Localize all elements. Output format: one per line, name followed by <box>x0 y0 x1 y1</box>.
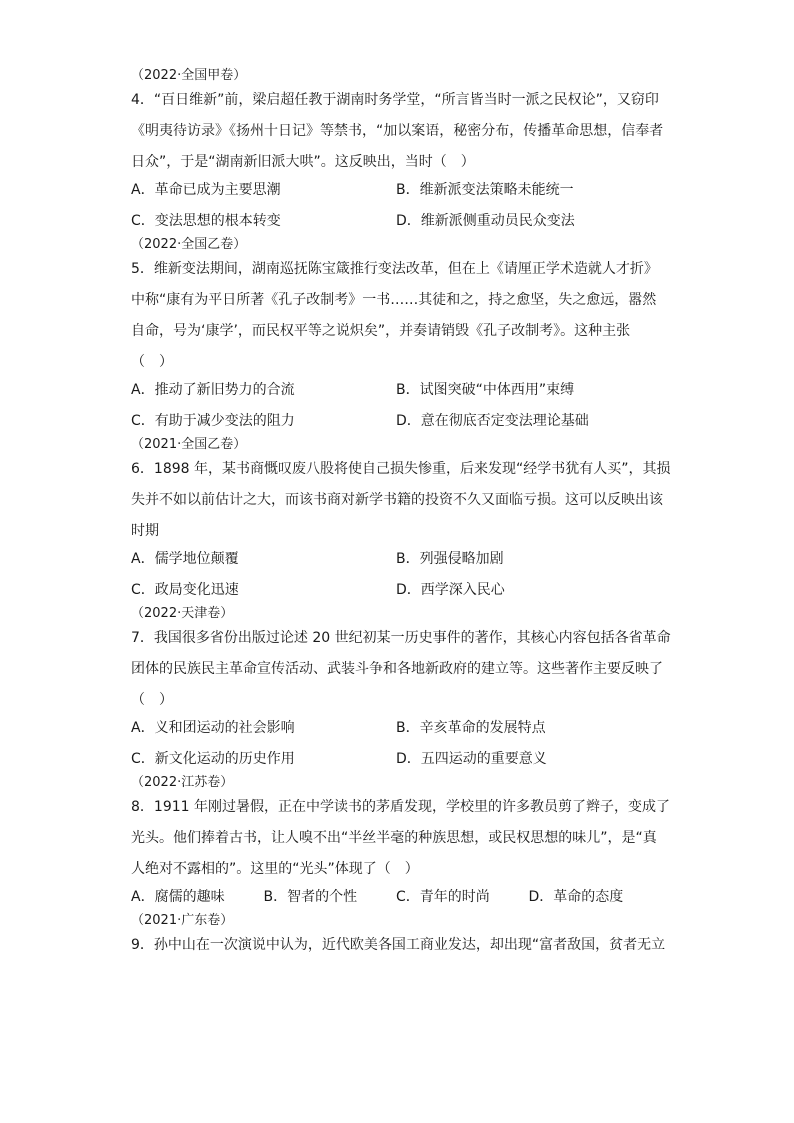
option-d: D．西学深入民心 <box>396 582 505 598</box>
stem-line: 4．“百日维新”前，梁启超任教于湖南时务学堂，“所言皆当时一派之民权论”，又窃印 <box>131 92 659 108</box>
question-5 <box>131 235 661 431</box>
option-b: B．维新派变法策略未能统一 <box>396 182 574 198</box>
question-9 <box>131 911 666 955</box>
option-a: A．革命已成为主要思潮 <box>131 182 281 198</box>
option-d: D．维新派侧重动员民众变法 <box>396 213 575 229</box>
options <box>131 180 661 231</box>
question-source: （2022·江苏卷） <box>131 775 234 790</box>
option-c: C．新文化运动的历史作用 <box>131 751 295 767</box>
question-list <box>131 62 671 959</box>
question-source: （2021·全国乙卷） <box>131 437 247 452</box>
option-a: A．义和团运动的社会影响 <box>131 720 295 736</box>
question-6 <box>131 435 671 600</box>
stem-line: 5．维新变法期间，湖南巡抚陈宝箴推行变法改革，但在上《请厘正学术造就人才折》 <box>131 261 658 277</box>
stem-line: 人绝对不露相的”。这里的“光头”体现了（ ） <box>131 861 419 877</box>
option-c: C．政局变化迅速 <box>131 582 239 598</box>
question-stem <box>131 90 664 172</box>
option-b: B．辛亥革命的发展特点 <box>396 720 546 736</box>
option-d: D．革命的态度 <box>528 889 624 905</box>
option-b: B．试图突破“中体西用”束缚 <box>396 382 575 398</box>
question-8 <box>131 773 670 907</box>
option-c: C．青年的时尚 <box>396 889 490 905</box>
options <box>131 887 661 907</box>
question-stem <box>131 797 670 879</box>
stem-line: 时期 <box>131 523 159 539</box>
stem-line: 中称“康有为平日所著《孔子改制考》一书……其徒和之，持之愈坚，失之愈远，嚣然 <box>131 292 657 308</box>
question-stem <box>131 259 661 372</box>
option-a: A．推动了新旧势力的合流 <box>131 382 295 398</box>
option-c: C．变法思想的根本转变 <box>131 213 281 229</box>
stem-line: 日众”，于是“湖南新旧派大哄”。这反映出，当时（ ） <box>131 154 475 170</box>
question-source: （2022·全国甲卷） <box>131 68 247 83</box>
stem-line: （ ） <box>131 692 173 708</box>
question-stem <box>131 459 671 541</box>
stem-line: 《明夷待访录》《扬州十日记》等禁书，“加以案语，秘密分布，传播革命思想，信奉者 <box>131 123 664 139</box>
stem-line: 团体的民族民主革命宣传活动、武装斗争和各地新政府的建立等。这些著作主要反映了 <box>131 661 663 677</box>
stem-line: 6．1898 年，某书商慨叹废八股将使自己损失惨重，后来发现“经学书犹有人买”，其损 <box>131 461 671 477</box>
option-c: C．有助于减少变法的阻力 <box>131 413 295 429</box>
stem-line: 失并不如以前估计之大，而该书商对新学书籍的投资不久又面临亏损。这可以反映出该 <box>131 492 663 508</box>
stem-line: （ ） <box>131 354 173 370</box>
stem-line: 自命，号为‘康学’，而民权平等之说炽矣”，并奏请销毁《孔子改制考》。这种主张 <box>131 323 631 339</box>
question-source: （2022·全国乙卷） <box>131 237 247 252</box>
option-d: D．意在彻底否定变法理论基础 <box>396 413 589 429</box>
option-b: B．智者的个性 <box>263 889 358 905</box>
stem-line: 光头。他们捧着古书，让人嗅不出“半丝半毫的种族思想，或民权思想的味儿”，是“真 <box>131 830 657 846</box>
question-4 <box>131 66 664 231</box>
question-source: （2022·天津卷） <box>131 606 234 621</box>
option-a: A．儒学地位颠覆 <box>131 551 239 567</box>
options <box>131 549 661 600</box>
stem-line: 7．我国很多省份出版过论述 20 世纪初某一历史事件的著作，其核心内容包括各省革命 <box>131 630 671 646</box>
question-stem <box>131 935 666 955</box>
options <box>131 380 661 431</box>
question-stem <box>131 628 671 710</box>
question-source: （2021·广东卷） <box>131 913 234 928</box>
option-b: B．列强侵略加剧 <box>396 551 504 567</box>
option-d: D．五四运动的重要意义 <box>396 751 547 767</box>
options <box>131 718 661 769</box>
option-a: A．腐儒的趣味 <box>131 889 225 905</box>
stem-line: 8．1911 年刚过暑假，正在中学读书的茅盾发现，学校里的许多教员剪了辫子，变成了 <box>131 799 670 815</box>
question-7 <box>131 604 671 769</box>
stem-line: 9．孙中山在一次演说中认为，近代欧美各国工商业发达，却出现“富者敌国，贫者无立 <box>131 937 666 953</box>
